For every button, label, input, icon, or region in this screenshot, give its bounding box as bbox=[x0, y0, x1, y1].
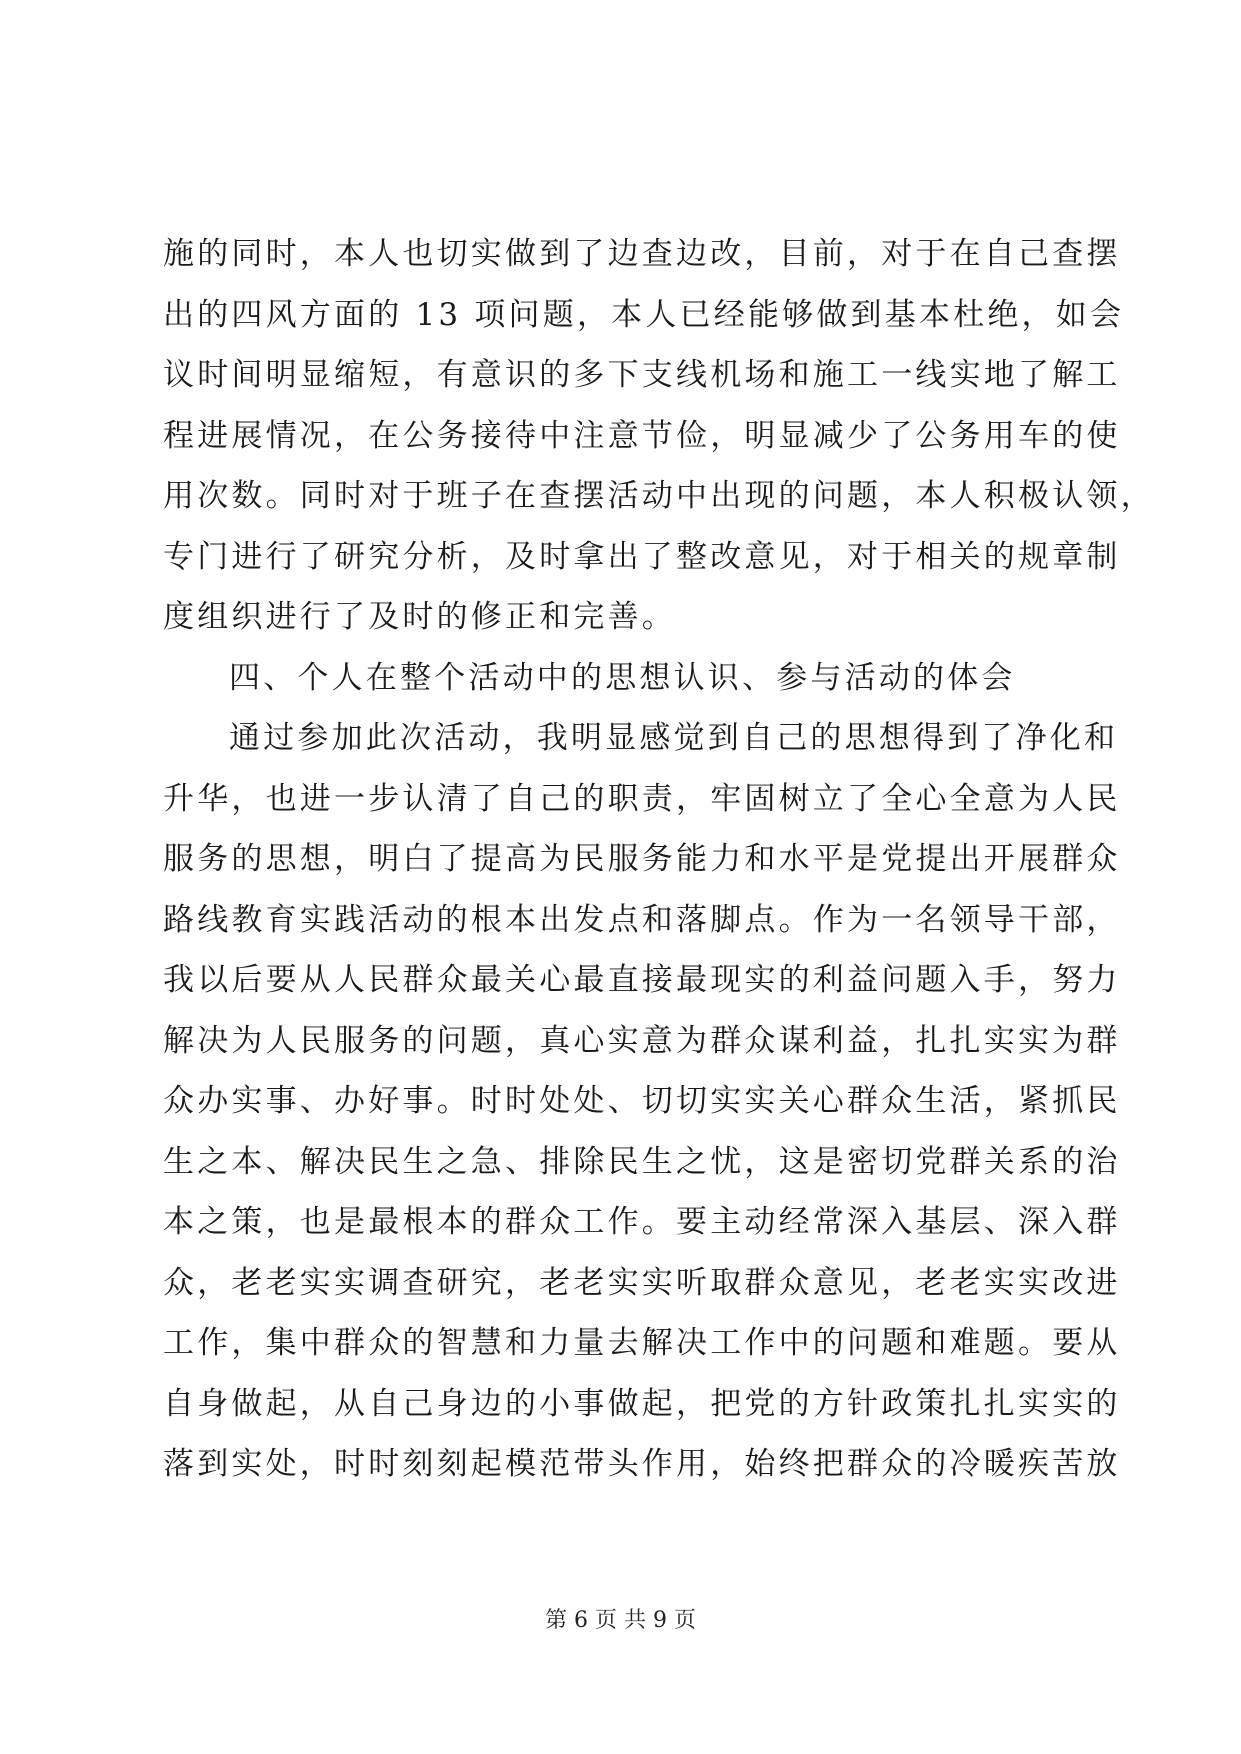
text-line: 众办实事、办好事。时时处处、切切实实关心群众生活，紧抓民 bbox=[163, 1083, 1121, 1119]
text-line: 本之策，也是最根本的群众工作。要主动经常深入基层、深入群 bbox=[163, 1204, 1121, 1240]
text-line: 工作，集中群众的智慧和力量去解决工作中的问题和难题。要从 bbox=[163, 1325, 1121, 1361]
text-line: 出的四风方面的 13 项问题，本人已经能够做到基本杜绝，如会 bbox=[163, 296, 1125, 333]
text-line: 专门进行了研究分析，及时拿出了整改意见，对于相关的规章制 bbox=[163, 538, 1121, 575]
text-line: 落到实处，时时刻刻起模范带头作用，始终把群众的冷暖疾苦放 bbox=[163, 1446, 1121, 1482]
text-line: 路线教育实践活动的根本出发点和落脚点。作为一名领导干部， bbox=[163, 901, 1121, 938]
section-heading: 四、个人在整个活动中的思想认识、参与活动的体会 bbox=[229, 659, 1016, 696]
text-line: 生之本、解决民生之急、排除民生之忧，这是密切党群关系的治 bbox=[163, 1143, 1121, 1180]
text-line: 服务的思想，明白了提高为民服务能力和水平是党提出开展群众 bbox=[163, 841, 1121, 877]
text-line: 升华，也进一步认清了自己的职责，牢固树立了全心全意为人民 bbox=[163, 780, 1121, 817]
text-line: 用次数。同时对于班子在查摆活动中出现的问题，本人积极认领， bbox=[163, 478, 1155, 514]
text-line: 议时间明显缩短，有意识的多下支线机场和施工一线实地了解工 bbox=[163, 357, 1121, 393]
text-line: 度组织进行了及时的修正和完善。 bbox=[163, 599, 676, 635]
body-text bbox=[163, 224, 1155, 1495]
text-line: 众，老老实实调查研究，老老实实听取群众意见，老老实实改进 bbox=[163, 1264, 1121, 1301]
text-line: 解决为人民服务的问题，真心实意为群众谋利益，扎扎实实为群 bbox=[163, 1022, 1121, 1059]
text-line: 程进展情况，在公务接待中注意节俭，明显减少了公务用车的使 bbox=[163, 417, 1121, 454]
text-line: 自身做起，从自己身边的小事做起，把党的方针政策扎扎实实的 bbox=[163, 1385, 1121, 1422]
page-number-footer: 第 6 页 共 9 页 bbox=[545, 1608, 696, 1633]
text-line: 我以后要从人民群众最关心最直接最现实的利益问题入手，努力 bbox=[163, 962, 1121, 998]
text-line: 施的同时，本人也切实做到了边查边改，目前，对于在自己查摆 bbox=[163, 236, 1121, 272]
text-line: 通过参加此次活动，我明显感觉到自己的思想得到了净化和 bbox=[229, 720, 1119, 756]
